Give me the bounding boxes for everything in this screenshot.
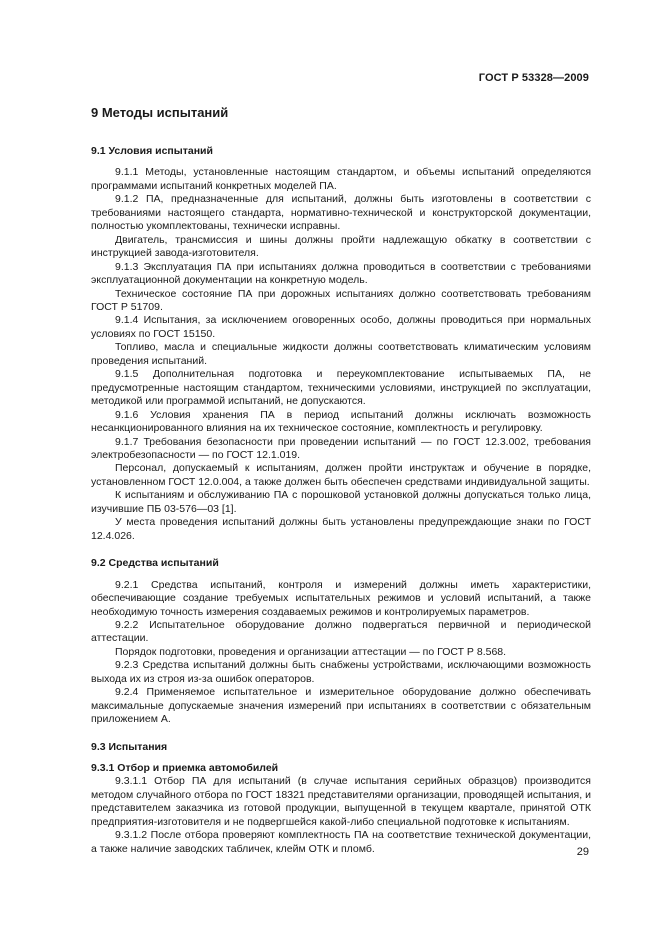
paragraph: Двигатель, трансмиссия и шины должны пройти надлежащую обкатку в соответствии с инструкцией завода-изготовителя. (91, 233, 591, 260)
paragraph: 9.1.2 ПА, предназначенные для испытаний, должны быть изготовлены в соответствии с требованиями настоящего стандарта, нормативно-технической и конструкторской документации, полностью укомплектованы, технически исправны. (91, 193, 591, 233)
paragraph: 9.1.6 Условия хранения ПА в период испытаний должны исключать возможность несанкционированного влияния на их техническое состояние, комплектность и регулировку. (91, 408, 591, 435)
paragraph: 9.2.4 Применяемое испытательное и измерительное оборудование должно обеспечивать максимальные допускаемые значения измерений при испытаниях в соответствии с обязательным приложением А. (91, 686, 591, 726)
paragraph: 9.2.2 Испытательное оборудование должно подвергаться первичной и периодической аттестации. (91, 618, 591, 645)
paragraph: 9.3.1.1 Отбор ПА для испытаний (в случае испытания серийных образцов) производится методом случайного отбора по ГОСТ 18321 представителями организации, проводящей испытания, и представителем заказчика из готовой продукции, выпущенной в текущем квартале, принятой ОТК предприятия-изготовителя и не подвергшейся какой-либо специальной подготовке к испытаниям. (91, 775, 591, 828)
section-title: 9 Методы испытаний (91, 105, 229, 120)
paragraph: 9.2.3 Средства испытаний должны быть снабжены устройствами, исключающими возможность выхода их из строя из-за ошибок операторов. (91, 659, 591, 685)
paragraph: 9.1.1 Методы, установленные настоящим стандартом, и объемы испытаний определяются программами испытаний конкретных моделей ПА. (91, 166, 591, 192)
paragraph: Персонал, допускаемый к испытаниям, должен пройти инструктаж и обучение в порядке, установленном ГОСТ 12.0.004, а также должен быть обеспечен средствами индивидуальной защиты. (91, 462, 591, 488)
paragraph: Порядок подготовки, проведения и организации аттестации — по ГОСТ Р 8.568. (115, 645, 507, 658)
page-number: 29 (576, 846, 589, 858)
subsection-title-tests: 9.3 Испытания (91, 740, 168, 753)
paragraph: 9.1.5 Дополнительная подготовка и переукомплектование испытываемых ПА, не предусмотренные настоящим стандартом, техническими условиями, инструкцией по эксплуатации, методикой или программой испытаний, не допускаются. (91, 368, 591, 408)
document-id: ГОСТ Р 53328—2009 (478, 72, 589, 84)
paragraph: Топливо, масла и специальные жидкости должны соответствовать климатическим условиям проведения испытаний. (91, 341, 591, 367)
paragraph: 9.1.3 Эксплуатация ПА при испытаниях должна проводиться в соответствии с требованиями эксплуатационной документации на конкретную модель. (91, 260, 591, 287)
subsection-title-means: 9.2 Средства испытаний (91, 557, 219, 570)
subsubsection-title-selection: 9.3.1 Отбор и приемка автомобилей (91, 762, 279, 775)
paragraph: 9.1.7 Требования безопасности при проведении испытаний — по ГОСТ 12.3.002, требования электробезопасности — по ГОСТ 12.1.019. (91, 435, 591, 461)
page-content (91, 105, 591, 856)
paragraph: 9.2.1 Средства испытаний, контроля и измерений должны иметь характеристики, обеспечивающие создание требуемых испытательных режимов и условий испытаний, а также необходимую точность измерения создаваемых режимов и контролируемых параметров. (91, 578, 591, 618)
paragraph: У места проведения испытаний должны быть установлены предупреждающие знаки по ГОСТ 12.4.026. (91, 516, 591, 542)
subsection-title-conditions: 9.1 Условия испытаний (91, 145, 213, 157)
paragraph: 9.3.1.2 После отбора проверяют комплектность ПА на соответствие технической документации, а также наличие заводских табличек, клейм ОТК и пломб. (91, 829, 591, 855)
paragraph: 9.1.4 Испытания, за исключением оговоренных особо, должны проводиться при нормальных условиях по ГОСТ 15150. (91, 314, 591, 340)
paragraph: К испытаниям и обслуживанию ПА с порошковой установкой должны допускаться только лица, изучившие ПБ 03-576—03 [1]. (91, 489, 591, 515)
paragraph: Техническое состояние ПА при дорожных испытаниях должно соответствовать требованиям ГОСТ Р 51709. (91, 287, 591, 313)
